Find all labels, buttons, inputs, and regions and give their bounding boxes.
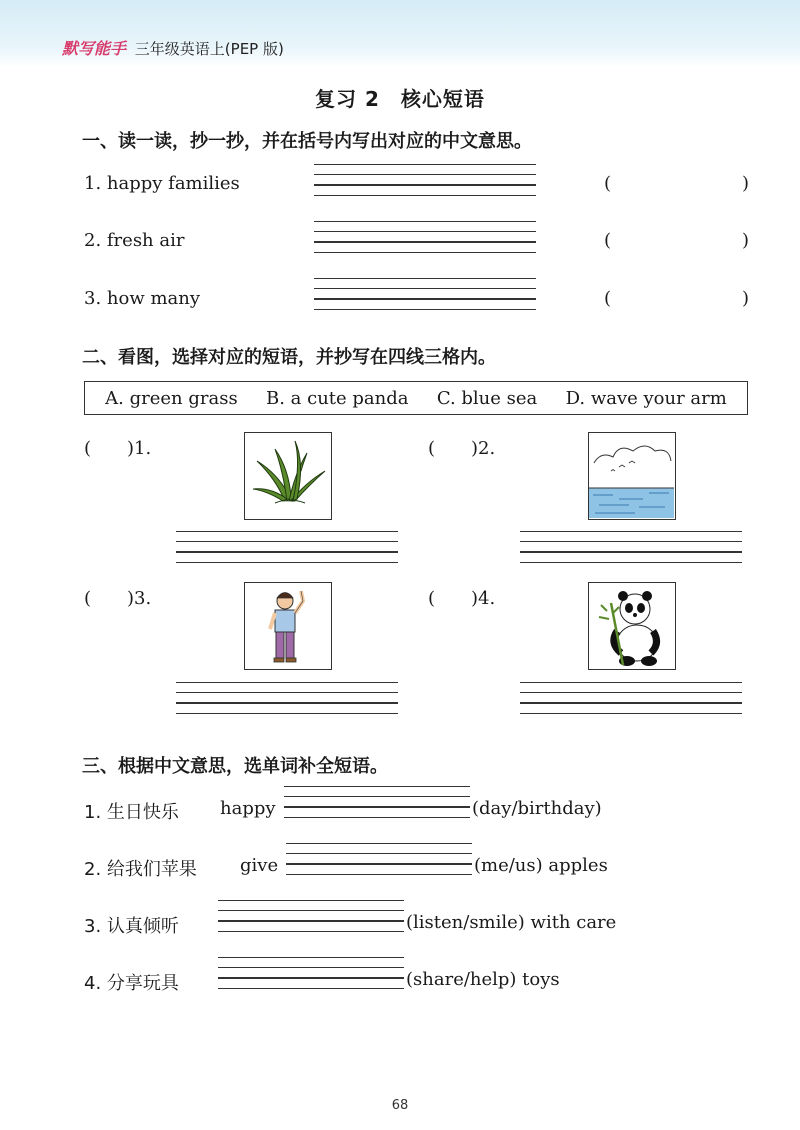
s3-item-3-prefix: 3. 认真倾听: [84, 916, 179, 937]
brand-text: 三年级英语上(PEP 版): [134, 40, 284, 58]
s3-item-4-prefix: 4. 分享玩具: [84, 973, 179, 994]
s1-item-1-paren-open: (: [604, 173, 612, 194]
s3-item-1-suffix: (day/birthday): [472, 798, 602, 819]
s3-item-3-writing-lines[interactable]: [218, 900, 404, 932]
section3-heading: 三、根据中文意思，选单词补全短语。: [82, 756, 388, 777]
s3-item-2-prefix: 2. 给我们苹果: [84, 859, 197, 880]
page-title: 复习 2 核心短语: [315, 87, 485, 111]
s1-item-3-paren-close: ): [742, 288, 750, 309]
s3-item-1-prefix: 1. 生日快乐: [84, 802, 179, 823]
s3-item-1-writing-lines[interactable]: [284, 786, 470, 818]
s3-item-2-suffix: (me/us) apples: [474, 855, 608, 876]
s1-item-1-label: 1. happy families: [84, 173, 240, 194]
panda-icon: [589, 583, 674, 668]
s3-item-2-lead: give: [240, 855, 279, 876]
s2-item-1-writing-lines[interactable]: [176, 531, 398, 563]
boy-waving-picture: [244, 582, 332, 670]
s3-item-2-writing-lines[interactable]: [286, 843, 472, 875]
s1-item-1-writing-lines[interactable]: [314, 164, 536, 196]
option-c: C. blue sea: [436, 387, 538, 409]
sea-picture: [588, 432, 676, 520]
options-box: [84, 381, 748, 415]
book-brand: [62, 36, 284, 59]
s3-item-4-suffix: (share/help) toys: [406, 969, 560, 990]
page-number: 68: [391, 1098, 409, 1113]
s1-item-2-paren-open: (: [604, 230, 612, 251]
s2-item-1-label[interactable]: ( )1.: [84, 438, 152, 459]
section2-heading: 二、看图，选择对应的短语，并抄写在四线三格内。: [82, 347, 496, 368]
s1-item-3-paren-open: (: [604, 288, 612, 309]
s1-item-2-writing-lines[interactable]: [314, 221, 536, 253]
s1-item-2-paren-close: ): [742, 230, 750, 251]
section1-heading: 一、读一读，抄一抄，并在括号内写出对应的中文意思。: [82, 131, 532, 152]
s1-item-3-writing-lines[interactable]: [314, 278, 536, 310]
grass-icon: [245, 433, 330, 518]
panda-picture: [588, 582, 676, 670]
s3-item-1-lead: happy: [220, 798, 276, 819]
grass-picture: [244, 432, 332, 520]
s1-item-1-paren-close: ): [742, 173, 750, 194]
option-a: A. green grass: [105, 387, 238, 409]
s3-item-3-suffix: (listen/smile) with care: [406, 912, 617, 933]
s1-item-2-label: 2. fresh air: [84, 230, 185, 251]
s2-item-4-label[interactable]: ( )4.: [428, 588, 496, 609]
brand-logo: 默写能手: [62, 39, 127, 58]
s3-item-4-writing-lines[interactable]: [218, 957, 404, 989]
s1-item-3-label: 3. how many: [84, 288, 201, 309]
s2-item-3-label[interactable]: ( )3.: [84, 588, 152, 609]
option-d: D. wave your arm: [565, 387, 727, 409]
s2-item-3-writing-lines[interactable]: [176, 682, 398, 714]
sea-icon: [589, 433, 674, 518]
s2-item-2-label[interactable]: ( )2.: [428, 438, 496, 459]
boy-waving-icon: [245, 583, 330, 668]
s2-item-4-writing-lines[interactable]: [520, 682, 742, 714]
option-b: B. a cute panda: [266, 387, 409, 409]
s2-item-2-writing-lines[interactable]: [520, 531, 742, 563]
